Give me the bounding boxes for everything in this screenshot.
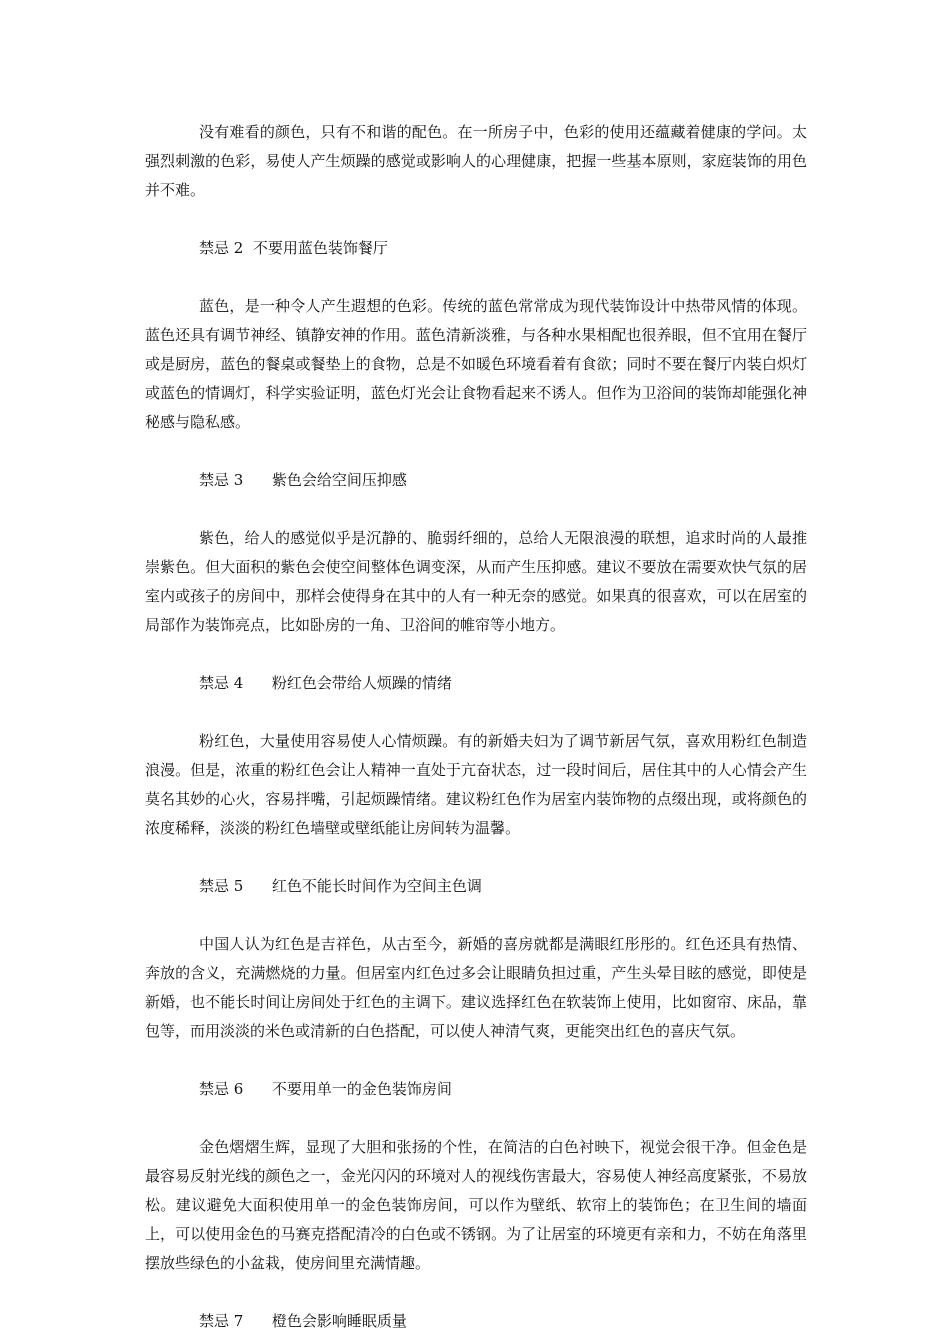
spacer: [145, 901, 807, 930]
spacer: [145, 495, 807, 524]
section-heading-taboo-2: 禁忌 2 不要用蓝色装饰餐厅: [199, 239, 388, 257]
spacer: [145, 263, 807, 292]
document-body: [145, 118, 807, 1336]
section-heading-taboo-6: 禁忌 6 不要用单一的金色装饰房间: [199, 1080, 452, 1098]
paragraph-purple: 紫色，给人的感觉似乎是沉静的、脆弱纤细的，总给人无限浪漫的联想，追求时尚的人最推崇紫色。但大面积的紫色会使空间整体色调变深，从而产生压抑感。建议不要放在需要欢快气氛的居室内或孩子的房间中，那样会使得身在其中的人有一种无奈的感觉。如果真的很喜欢，可以在居室的局部作为装饰亮点，比如卧房的一角、卫浴间的帷帘等小地方。: [145, 529, 807, 634]
section-heading-taboo-3: 禁忌 3 紫色会给空间压抑感: [199, 471, 407, 489]
spacer: [145, 1104, 807, 1133]
paragraph-pink: 粉红色，大量使用容易使人心情烦躁。有的新婚夫妇为了调节新居气氛，喜欢用粉红色制造浪漫。但是，浓重的粉红色会让人精神一直处于亢奋状态，过一段时间后，居住其中的人心情会产生莫名其妙的心火，容易拌嘴，引起烦躁情绪。建议粉红色作为居室内装饰物的点缀出现，或将颜色的浓度稀释，淡淡的粉红色墙壁或壁纸能让房间转为温馨。: [145, 732, 807, 837]
paragraph-gold: 金色熠熠生辉，显现了大胆和张扬的个性，在简洁的白色衬映下，视觉会很干净。但金色是最容易反射光线的颜色之一，金光闪闪的环境对人的视线伤害最大，容易使人神经高度紧张，不易放松。建议避免大面积使用单一的金色装饰房间，可以作为壁纸、软帘上的装饰色；在卫生间的墙面上，可以使用金色的马赛克搭配清冷的白色或不锈钢。为了让居室的环境更有亲和力，不妨在角落里摆放些绿色的小盆栽，使房间里充满情趣。: [145, 1138, 807, 1272]
paragraph-red: 中国人认为红色是吉祥色，从古至今，新婚的喜房就都是满眼红彤彤的。红色还具有热情、奔放的含义，充满燃烧的力量。但居室内红色过多会让眼睛负担过重，产生头晕目眩的感觉，即使是新婚，也不能长时间让房间处于红色的主调下。建议选择红色在软装饰上使用，比如窗帘、床品，靠包等，而用淡淡的米色或清新的白色搭配，可以使人神清气爽，更能突出红色的喜庆气氛。: [145, 935, 807, 1040]
section-heading-taboo-5: 禁忌 5 红色不能长时间作为空间主色调: [199, 877, 482, 895]
spacer: [145, 437, 807, 466]
spacer: [145, 843, 807, 872]
section-heading-taboo-4: 禁忌 4 粉红色会带给人烦躁的情绪: [199, 674, 452, 692]
paragraph-blue: 蓝色，是一种令人产生遐想的色彩。传统的蓝色常常成为现代装饰设计中热带风情的体现。蓝色还具有调节神经、镇静安神的作用。蓝色清新淡雅，与各种水果相配也很养眼，但不宜用在餐厅或是厨房，蓝色的餐桌或餐垫上的食物，总是不如暖色环境看着有食欲；同时不要在餐厅内装白炽灯或蓝色的情调灯，科学实验证明，蓝色灯光会让食物看起来不诱人。但作为卫浴间的装饰却能强化神秘感与隐私感。: [145, 297, 807, 431]
spacer: [145, 1278, 807, 1307]
intro-paragraph: 没有难看的颜色，只有不和谐的配色。在一所房子中，色彩的使用还蕴藏着健康的学问。太强烈刺激的色彩，易使人产生烦躁的感觉或影响人的心理健康，把握一些基本原则，家庭装饰的用色并不难。: [145, 123, 807, 199]
section-heading-taboo-7: 禁忌 7 橙色会影响睡眠质量: [199, 1312, 407, 1330]
spacer: [145, 205, 807, 234]
spacer: [145, 640, 807, 669]
spacer: [145, 698, 807, 727]
spacer: [145, 1046, 807, 1075]
